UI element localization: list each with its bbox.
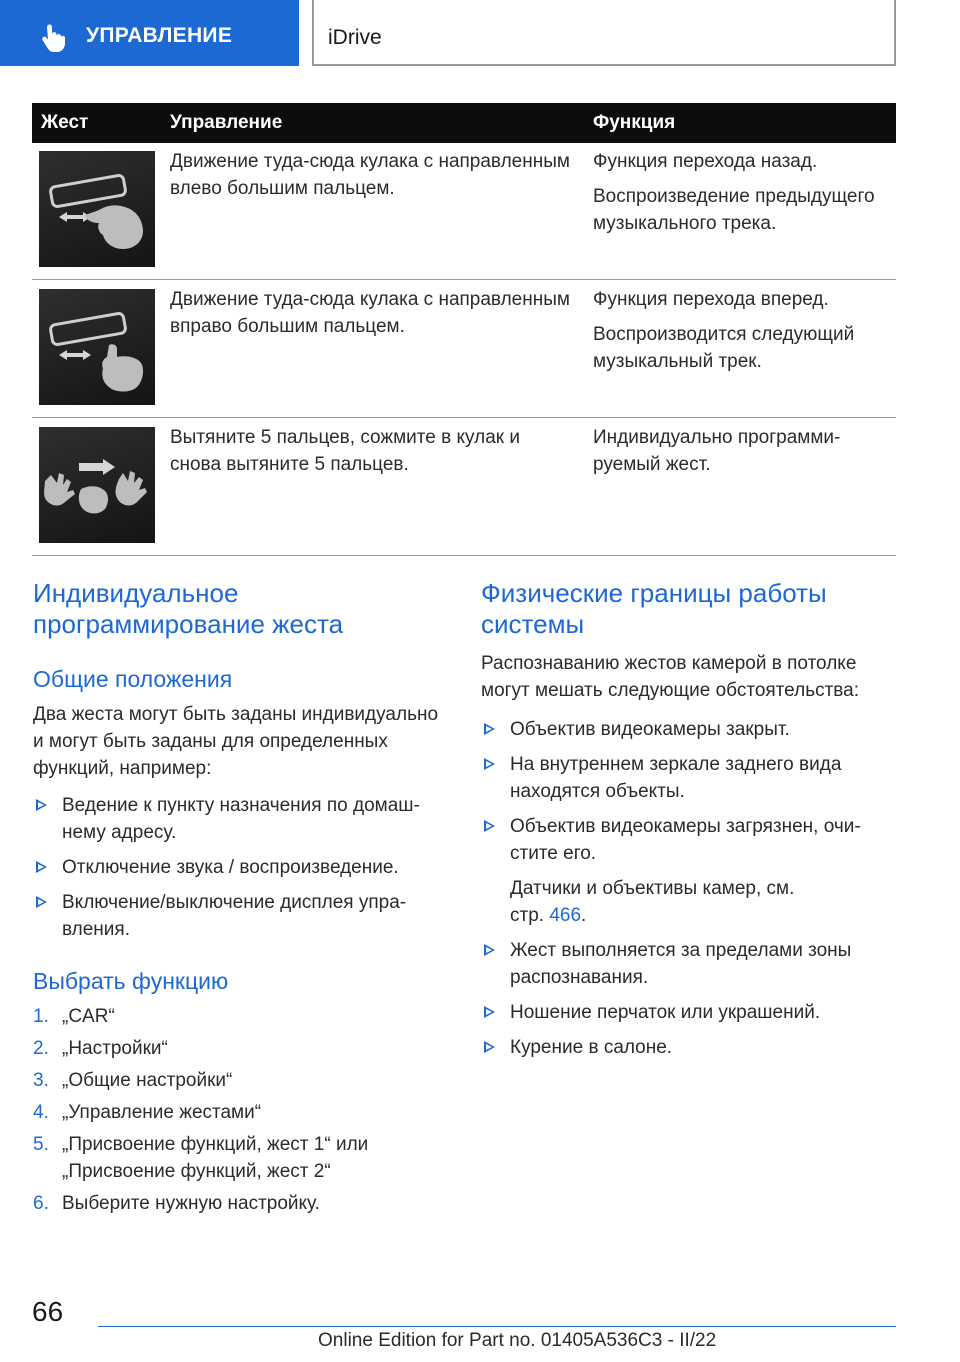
list-item: Отключение звука / воспроизведение. [33, 854, 443, 881]
general-text: Два жеста могут быть заданы индивидуально и могут быть заданы для определенных функций, например: [33, 704, 439, 779]
right-column [481, 578, 896, 1069]
table-row [32, 419, 896, 556]
list-item: Ведение к пункту назначения по домашнему адресу. [33, 792, 443, 846]
section-heading: Физические границы работы системы [481, 578, 827, 639]
subheading-select: Выбрать функцию [33, 968, 229, 994]
list-item: 6. Выберите нужную настройку. [33, 1193, 320, 1214]
list-item: Объектив видеокамеры закрыт. [481, 716, 896, 743]
list-item: Курение в салоне. [481, 1034, 896, 1061]
list-item: 3. „Общие настройки“ [33, 1070, 233, 1091]
function-line: Индивидуально программируемый жест. [593, 427, 841, 475]
table-header [32, 103, 896, 143]
bullet-triangle-icon [36, 861, 47, 873]
list-item: Ношение перчаток или украшений. [481, 999, 896, 1026]
page-link-466[interactable]: 466 [549, 905, 582, 926]
bullet-triangle-icon [484, 944, 495, 956]
list-item: 5. „Присвоение функций, жест 1“ или „Присвоение функций, жест 2“ [33, 1134, 369, 1182]
gesture-control-text: Движение туда-сюда кулака с направленным вправо большим пальцем. [170, 289, 570, 337]
list-item: Включение/выключение дисплея управления. [33, 889, 443, 943]
function-line: Функция перехода назад. [593, 151, 818, 172]
bullet-triangle-icon [36, 896, 47, 908]
touch-hand-icon [36, 24, 66, 54]
gesture-function [593, 286, 893, 383]
chapter-box [312, 0, 896, 66]
gesture-control-text: Движение туда-сюда кулака с направленным влево большим пальцем. [170, 151, 570, 199]
section-tab [0, 0, 299, 66]
function-line: Воспроизведение предыдущего музыкального трека. [593, 186, 875, 234]
list-item: 2. „Настройки“ [33, 1038, 168, 1059]
list-item: 4. „Управление жестами“ [33, 1102, 262, 1123]
col-header-gesture: Жест [41, 112, 89, 133]
table-row [32, 143, 896, 280]
limits-intro: Распознаванию жестов камерой в потолке могут мешать следующие обстоятельства: [481, 653, 860, 701]
bullet-triangle-icon [36, 799, 47, 811]
page-number: 66 [32, 1296, 64, 1327]
fist-swipe-left-icon [39, 151, 155, 267]
section-title: УПРАВЛЕНИЕ [86, 24, 233, 47]
list-item: 1. „CAR“ [33, 1006, 115, 1027]
function-line: Воспроизводится следующий музыкальный трек. [593, 324, 855, 372]
bullet-triangle-icon [484, 1041, 495, 1053]
list-item: Жест выполняется за пределами зоны распознавания. [481, 937, 896, 991]
subheading-general: Общие положения [33, 666, 233, 692]
bullet-triangle-icon [484, 723, 495, 735]
sensor-note: Датчики и объективы камер, см. стр. 466. [510, 878, 795, 926]
gesture-function [593, 148, 893, 245]
footer-edition: Online Edition for Part no. 01405A536C3 - II/22 [318, 1330, 717, 1351]
chapter-title: iDrive [328, 26, 382, 49]
list-item: На внутреннем зеркале заднего вида находятся объекты. [481, 751, 896, 805]
open-fist-open-icon [39, 427, 155, 543]
gesture-control-text: Вытяните 5 пальцев, сожмите в кулак и снова вытяните 5 пальцев. [170, 427, 520, 475]
bullet-triangle-icon [484, 758, 495, 770]
bullet-triangle-icon [484, 1006, 495, 1018]
list-item: Объектив видеокамеры загрязнен, очистите его. [481, 813, 896, 867]
footer-divider [98, 1326, 896, 1327]
col-header-function: Функция [593, 112, 676, 133]
gesture-function [593, 424, 893, 486]
section-heading: Индивидуальное программирование жеста [33, 578, 344, 639]
table-row [32, 281, 896, 418]
bullet-triangle-icon [484, 820, 495, 832]
left-column [33, 578, 443, 1222]
col-header-control: Управление [170, 112, 283, 133]
fist-swipe-right-icon [39, 289, 155, 405]
function-line: Функция перехода вперед. [593, 289, 829, 310]
